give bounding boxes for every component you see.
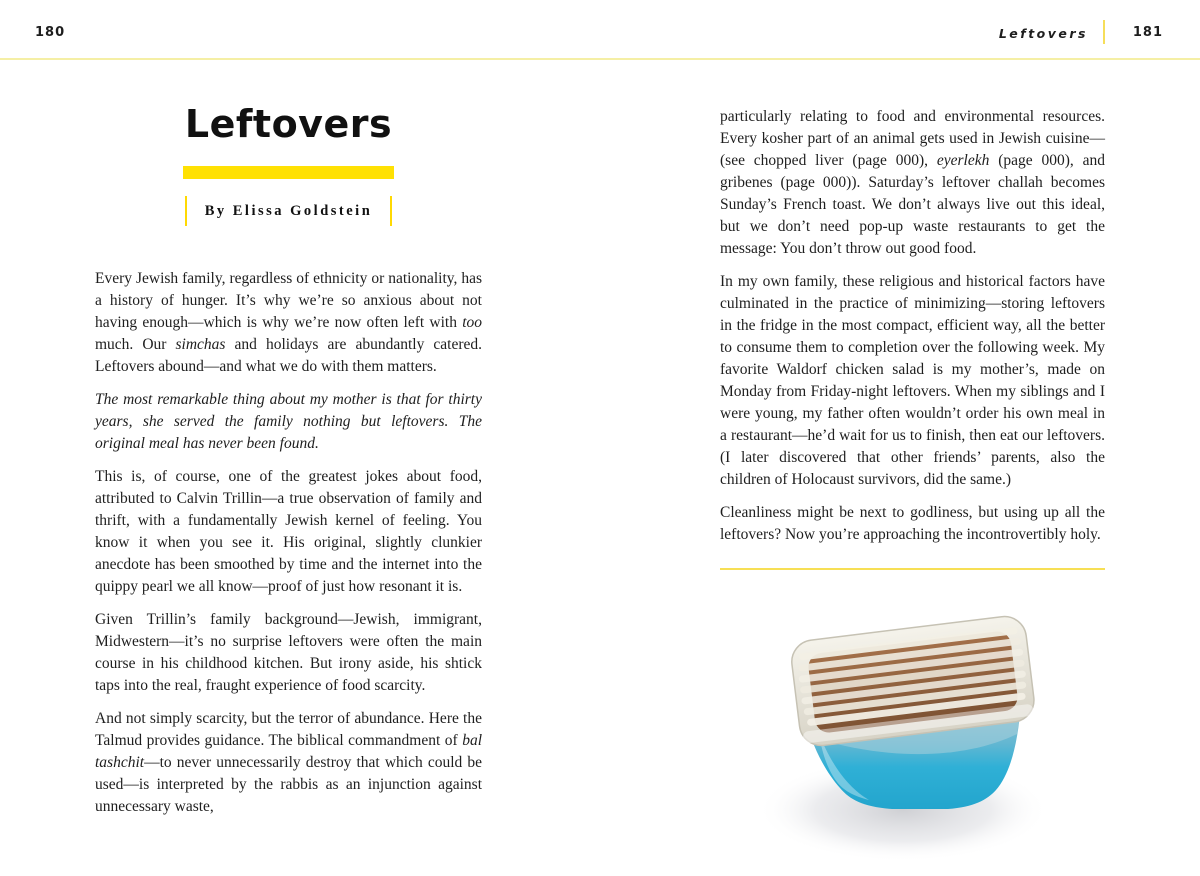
page-number-right: 181: [1132, 25, 1163, 40]
byline-left-rule: [185, 196, 187, 226]
running-section-title: Leftovers: [998, 26, 1088, 41]
paragraph: particularly relating to food and environmental resources. Every kosher part of an animal gets used in Jewish cuisine—(see chopped liver (page 000), eyerlekh (page 000), and gribenes (page 000)). Saturday’s leftover challah becomes Sunday’s French toast. We don’t always live out this ideal, but we don’t need pop-up waste restaurants to get the message: You don’t throw out good food.: [720, 108, 1105, 257]
running-header: [0, 0, 1200, 58]
header-divider-rule: [1103, 20, 1105, 44]
paragraph: The most remarkable thing about my mother is that for thirty years, she served the family nothing but leftovers. The original meal has never been found.: [95, 391, 482, 452]
right-column: [720, 106, 1105, 866]
header-rule: [0, 58, 1200, 60]
left-column-text: [95, 268, 482, 818]
byline: [95, 196, 482, 226]
leftovers-dish-photo: [753, 604, 1073, 866]
paragraph: Every Jewish family, regardless of ethnicity or nationality, has a history of hunger. It’s why we’re so anxious about not having enough—which is why we’re now often left with too much. Our simchas and holidays are abundantly catered. Leftovers abound—and what we do with them matters.: [95, 270, 483, 375]
title-accent-bar: [183, 166, 394, 179]
chapter-title: Leftovers: [184, 102, 393, 146]
paragraph: Cleanliness might be next to godliness, but using up all the leftovers? Now you’re approaching the incontrovertibly holy.: [720, 504, 1105, 543]
section-end-rule: [720, 568, 1105, 570]
refrigerator-dish-illustration: [753, 604, 1073, 866]
paragraph: In my own family, these religious and historical factors have culminated in the practice of minimizing—storing leftovers in the fridge in the most compact, efficient way, all the better to consume them to completion over the following week. My favorite Waldorf chicken salad is my mother’s, made on Monday from Friday-night leftovers. When my siblings and I were young, my father often wouldn’t order his own meal in a restaurant—he’d wait for us to finish, then eat our leftovers. (I later discovered that other friends’ parents, also the children of Holocaust survivors, did the same.): [720, 273, 1105, 488]
paragraph: Given Trillin’s family background—Jewish, immigrant, Midwestern—it’s no surprise leftovers were often the main course in his childhood kitchen. But irony aside, his shtick taps into the real, fraught experience of food scarcity.: [95, 611, 482, 694]
chapter-head: [95, 100, 482, 226]
byline-right-rule: [390, 196, 392, 226]
byline-text: By Elissa Goldstein: [204, 202, 373, 219]
paragraph: And not simply scarcity, but the terror of abundance. Here the Talmud provides guidance. The biblical commandment of bal tashchit—to never unnecessarily destroy that which could be used—is interpreted by the rabbis as an injunction against unnecessary waste,: [95, 710, 482, 815]
page-number-left: 180: [35, 25, 66, 40]
right-column-text: [720, 106, 1105, 546]
paragraph: This is, of course, one of the greatest jokes about food, attributed to Calvin Trillin—a true observation of family and thrift, with a fundamentally Jewish kernel of feeling. You know it when you see it. His original, slightly clunkier anecdote has been smoothed by time and the internet into the quippy pearl we all know—proof of just how resonant it is.: [95, 468, 482, 595]
